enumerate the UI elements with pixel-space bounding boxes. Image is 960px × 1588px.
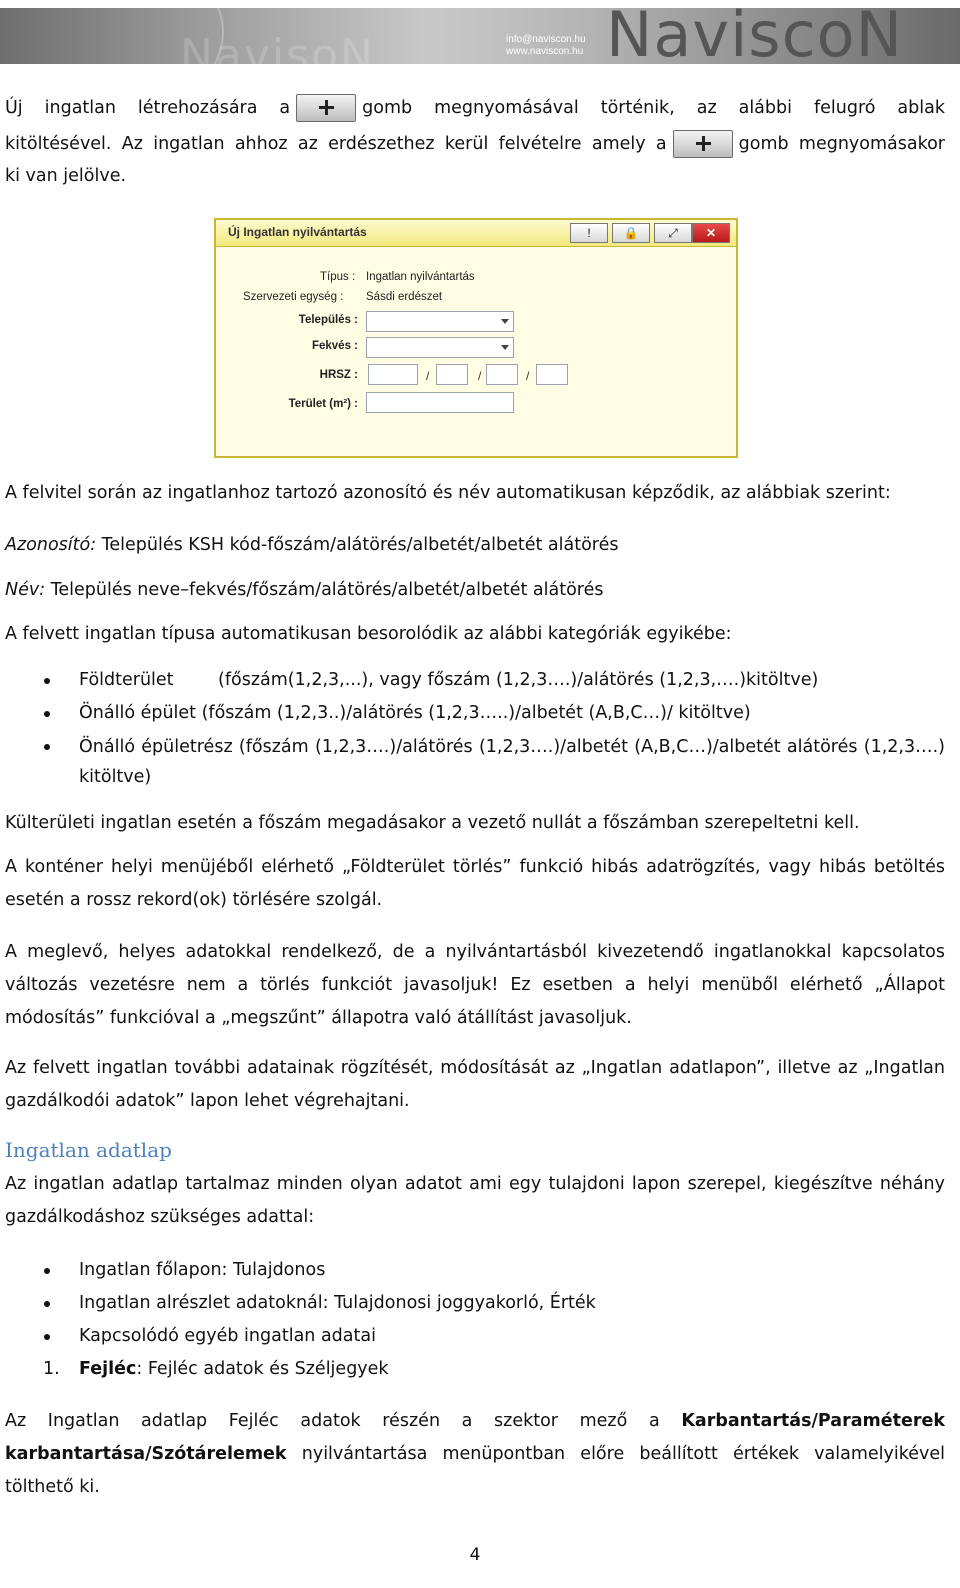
numbered-item-text: : Fejléc adatok és Széljegyek: [136, 1359, 389, 1379]
hrsz-label: HRSZ :: [319, 369, 358, 381]
paragraph-7: Az ingatlan adatlap tartalmaz minden olyan adatot ami egy tulajdoni lapon szerepel, kiegészítve néhány gazdálkodáshoz szükséges adattal:: [5, 1174, 945, 1227]
intro-text: kitöltésével. Az ingatlan ahhoz az erdészethez kerül felvételre amely a: [5, 134, 667, 154]
info-icon[interactable]: !: [570, 223, 608, 243]
telepules-select[interactable]: [366, 311, 514, 332]
add-plus-icon: [296, 94, 356, 122]
paragraph-8-text: Az Ingatlan adatlap Fejléc adatok részén a szektor mező a: [5, 1411, 682, 1431]
bullet-icon: [44, 1301, 50, 1307]
new-property-dialog: [214, 218, 738, 458]
szervezeti-egyseg-value: Sásdi erdészet: [366, 291, 443, 303]
hrsz-alatores-input[interactable]: [436, 364, 468, 385]
hrsz-foszam-input[interactable]: [368, 364, 418, 385]
bullet-icon: [44, 1268, 50, 1274]
paragraph-1: A felvitel során az ingatlanhoz tartozó azonosító és név automatikusan képződik, az alábbiak szerint:: [5, 483, 891, 503]
category-list: [5, 664, 945, 792]
list-item: [5, 664, 945, 697]
nev-label: Név:: [5, 580, 46, 600]
hrsz-albetet-input[interactable]: [486, 364, 518, 385]
paragraph-8-text: nyilvántartása menüpontban előre beállított értékek valamelyikével tölthető ki.: [5, 1444, 945, 1497]
naviscon-logo: NaviscoN: [606, 0, 903, 70]
szervezeti-egyseg-label: Szervezeti egység :: [243, 291, 344, 303]
list-item-text: Ingatlan alrészlet adatoknál: Tulajdonosi joggyakorló, Érték: [79, 1293, 596, 1313]
add-plus-icon: [673, 130, 733, 158]
section-heading: Ingatlan adatlap: [5, 1138, 172, 1162]
list-item-text: Földterület (főszám(1,2,3,...), vagy főszám (1,2,3….)/alátörés (1,2,3,….)kitöltve): [79, 670, 819, 690]
list-item: [5, 1320, 945, 1353]
nev-text: Település neve–fekvés/főszám/alátörés/albetét/albetét alátörés: [45, 580, 604, 600]
bullet-icon: [44, 1334, 50, 1340]
list-item: [5, 697, 945, 730]
terulet-input[interactable]: [366, 392, 514, 413]
fekves-label: Fekvés :: [311, 340, 358, 352]
azonosito-label: Azonosító:: [5, 535, 97, 555]
contact-web: www.naviscon.hu: [506, 46, 584, 57]
numbered-item-bold: Fejléc: [79, 1359, 137, 1379]
fekves-select[interactable]: [366, 337, 514, 358]
list-item-text: Ingatlan főlapon: Tulajdonos: [79, 1260, 326, 1280]
list-item: [5, 1287, 945, 1320]
intro-text: gomb megnyomásakor: [738, 134, 945, 154]
chevron-down-icon: [501, 319, 509, 324]
bullet-icon: [44, 678, 50, 684]
header-banner: [0, 0, 960, 70]
paragraph-5: A meglevő, helyes adatokkal rendelkező, de a nyilvántartásból kivezetendő ingatlanokkal kapcsolatos változás vezetésre nem a törlés funkciót javasoljuk! Ez esetben a helyi menüből elérhető „Állapot módosítás” funkcióval a „megszűnt” állapotra való átállítást javasoljuk.: [5, 942, 945, 1028]
maximize-icon[interactable]: ⤢: [654, 223, 692, 243]
list-item-text: Önálló épületrész (főszám (1,2,3….)/alátörés (1,2,3….)/albetét (A,B,C…)/albetét alátörés (1,2,3….) kitöltve): [79, 737, 945, 787]
paragraph-4: A konténer helyi menüjéből elérhető „Földterület törlés” funkció hibás adatrögzítés, vagy hibás betöltés esetén a rossz rekord(ok) törlésére szolgál.: [5, 857, 945, 910]
contact-email: info@naviscon.hu: [506, 34, 586, 45]
intro-line-2: [5, 128, 945, 161]
intro-line-3: ki van jelölve.: [5, 166, 127, 186]
dialog-titlebar: [216, 220, 736, 247]
list-item-text: Kapcsolódó egyéb ingatlan adatai: [79, 1326, 376, 1346]
page-number: 4: [469, 1545, 481, 1565]
paragraph-8: [5, 1405, 945, 1504]
bullet-icon: [44, 744, 50, 750]
chevron-down-icon: [501, 345, 509, 350]
tipus-label: Típus :: [320, 271, 356, 283]
bullet-icon: [44, 711, 50, 717]
list-item: [5, 1254, 945, 1287]
azonosito-line: [5, 529, 945, 562]
intro-text: Új ingatlan létrehozására a: [5, 98, 291, 118]
lock-icon[interactable]: 🔒: [612, 223, 650, 243]
hrsz-separator: /: [526, 369, 530, 383]
hrsz-separator: /: [426, 369, 430, 383]
adatlap-list: [5, 1254, 945, 1386]
paragraph-6: Az felvett ingatlan további adatainak rögzítését, módosítását az „Ingatlan adatlapon”, illetve az „Ingatlan gazdálkodói adatok” lapon lehet végrehajtani.: [5, 1058, 945, 1111]
contact-info: [506, 34, 586, 58]
terulet-label: Terület (m²) :: [288, 398, 358, 410]
menu-path: Karbantartás/Paraméterek karbantartása/Szótárelemek: [5, 1411, 945, 1464]
hrsz-separator: /: [478, 369, 482, 383]
tipus-value: Ingatlan nyilvántartás: [366, 271, 475, 283]
hrsz-albetet-alatores-input[interactable]: [536, 364, 568, 385]
telepules-label: Település :: [298, 314, 358, 326]
close-icon[interactable]: ✕: [692, 223, 730, 243]
dialog-title: Új Ingatlan nyilvántartás: [228, 225, 367, 239]
intro-text: gomb megnyomásával történik, az alábbi felugró ablak: [362, 98, 945, 118]
intro-line-1: [5, 92, 945, 125]
watermark-logo: NavisoN: [180, 30, 375, 70]
nev-line: [5, 574, 945, 607]
numbered-item: [5, 1353, 945, 1386]
paragraph-2: A felvett ingatlan típusa automatikusan besorolódik az alábbi kategóriák egyikébe:: [5, 624, 732, 644]
list-item-text: Önálló épület (főszám (1,2,3..)/alátörés (1,2,3…..)/albetét (A,B,C…)/ kitöltve): [79, 703, 751, 723]
number-marker: 1.: [43, 1359, 60, 1379]
azonosito-text: Település KSH kód-főszám/alátörés/albetét/albetét alátörés: [96, 535, 619, 555]
list-item: [5, 730, 945, 792]
paragraph-3: Külterületi ingatlan esetén a főszám megadásakor a vezető nullát a főszámban szerepeltetni kell.: [5, 813, 860, 833]
